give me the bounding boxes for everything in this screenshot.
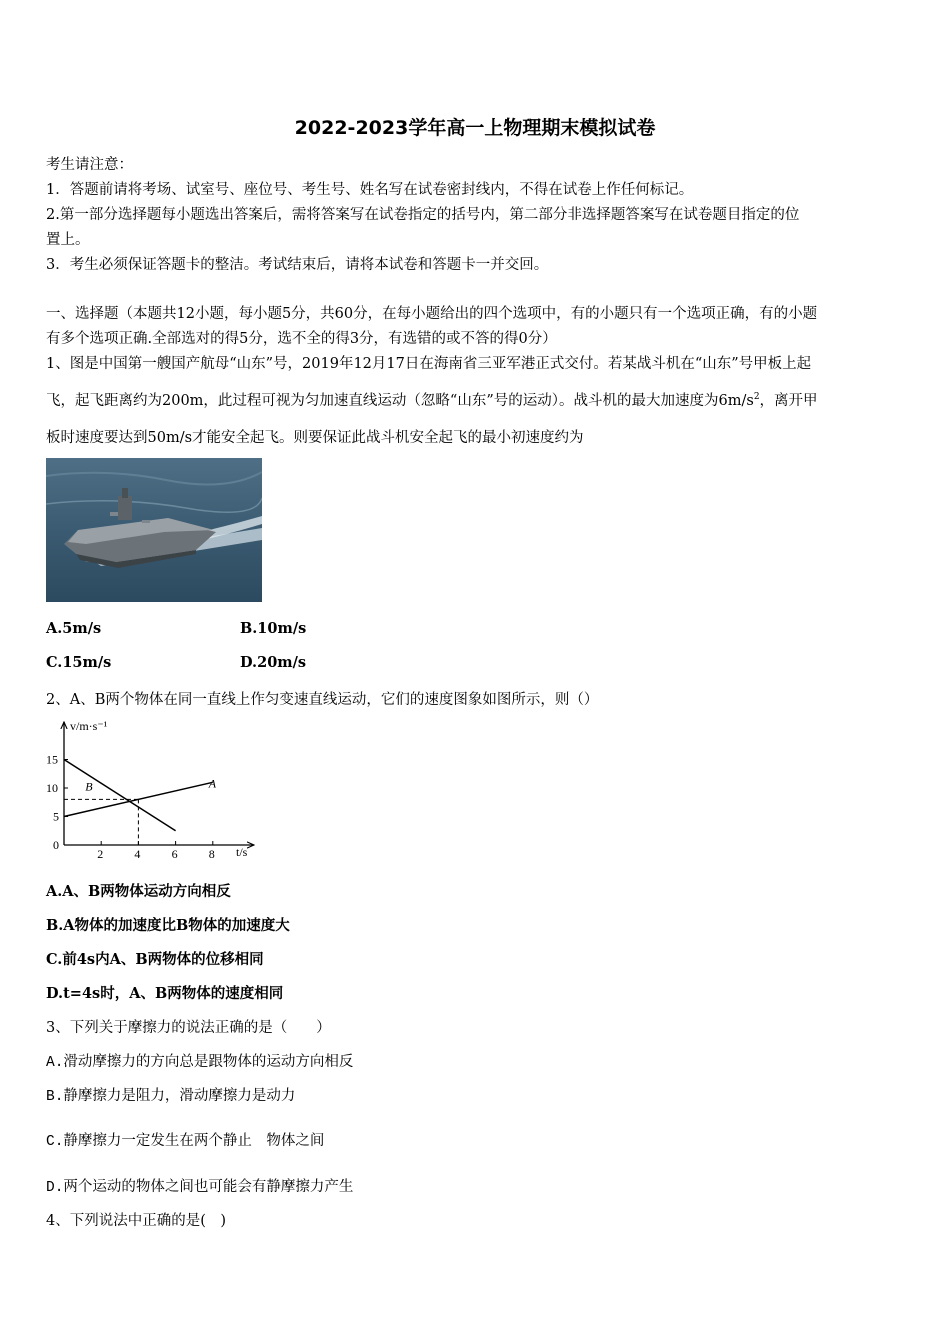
q4-stem: 4、下列说法中正确的是( )	[46, 1213, 227, 1229]
q1-option-d: D.20m/s	[240, 654, 307, 671]
x-tick-label-8: 8	[208, 847, 215, 861]
y-tick-label-10: 10	[46, 781, 58, 795]
q1-option-b: B.10m/s	[240, 620, 307, 637]
series-label-B: B	[85, 779, 93, 794]
q1-stem-3: 板时速度要达到50m/s才能安全起飞。则要保证此战斗机安全起飞的最小初速度约为	[46, 430, 584, 446]
q2-option-a: A.A、B两物体运动方向相反	[46, 883, 231, 900]
q1-option-a: A.5m/s	[46, 620, 102, 637]
x-tick-label-2: 2	[97, 847, 104, 861]
y-tick-label-5: 5	[53, 809, 59, 824]
q3-option-a: A.滑动摩擦力的方向总是跟物体的运动方向相反	[46, 1055, 354, 1071]
aircraft-carrier-photo	[46, 458, 262, 602]
x-tick-label-6: 6	[171, 847, 178, 861]
q2-stem: 2、A、B两个物体在同一直线上作匀变速直线运动，它们的速度图象如图所示，则（）	[46, 692, 599, 708]
q3-option-c: C.静摩擦力一定发生在两个静止 物体之间	[46, 1134, 325, 1150]
notice-item-1: 1．答题前请将考场、试室号、座位号、考生号、姓名写在试卷密封线内，不得在试卷上作任何标记。	[46, 182, 694, 198]
notice-heading: 考生请注意：	[46, 157, 133, 173]
origin-label: 0	[53, 838, 59, 852]
q3-option-d: D.两个运动的物体之间也可能会有静摩擦力产生	[46, 1180, 354, 1196]
velocity-time-graph	[44, 718, 266, 866]
y-tick-label-15: 15	[46, 752, 58, 767]
notice-item-2: 2.第一部分选择题每小题选出答案后，需将答案写在试卷指定的括号内，第二部分非选择题答案写在试卷题目指定的位	[46, 207, 800, 223]
section-instructions-1: 一、选择题（本题共12小题，每小题5分，共60分，在每小题给出的四个选项中，有的小题只有一个选项正确，有的小题	[46, 306, 818, 322]
q3-stem: 3、下列关于摩擦力的说法正确的是（ ）	[46, 1020, 331, 1036]
notice-item-2-cont: 置上。	[46, 232, 90, 248]
q2-option-d: D.t=4s时，A、B两物体的速度相同	[46, 985, 284, 1002]
section-instructions-2: 有多个选项正确.全部选对的得5分，选不全的得3分，有选错的或不答的得0分）	[46, 331, 557, 347]
notice-item-3: 3．考生必须保证答题卡的整洁。考试结束后，请将本试卷和答题卡一并交回。	[46, 257, 549, 273]
x-tick-label-4: 4	[134, 847, 141, 861]
q1-stem-1: 1、图是中国第一艘国产航母“山东”号，2019年12月17日在海南省三亚军港正式交付。若某战斗机在“山东”号甲板上起	[46, 356, 812, 372]
q1-option-c: C.15m/s	[46, 654, 112, 671]
q2-option-b: B.A物体的加速度比B物体的加速度大	[46, 917, 290, 934]
q3-option-b: B.静摩擦力是阻力，滑动摩擦力是动力	[46, 1089, 296, 1105]
x-axis-label: t/s	[236, 845, 248, 859]
q1-stem-2: 飞，起飞距离约为200m，此过程可视为匀加速直线运动（忽略“山东”号的运动）。战斗机的最大加速度为$6m/s^2$，离开甲	[46, 392, 818, 409]
series-label-A: A	[208, 776, 217, 791]
q2-option-c: C.前4s内A、B两物体的位移相同	[46, 951, 264, 968]
q1-superscript: 2	[753, 392, 760, 403]
y-axis-label: v/m·s⁻¹	[70, 719, 108, 733]
page-title: 2022-2023学年高一上物理期末模拟试卷	[294, 117, 656, 139]
